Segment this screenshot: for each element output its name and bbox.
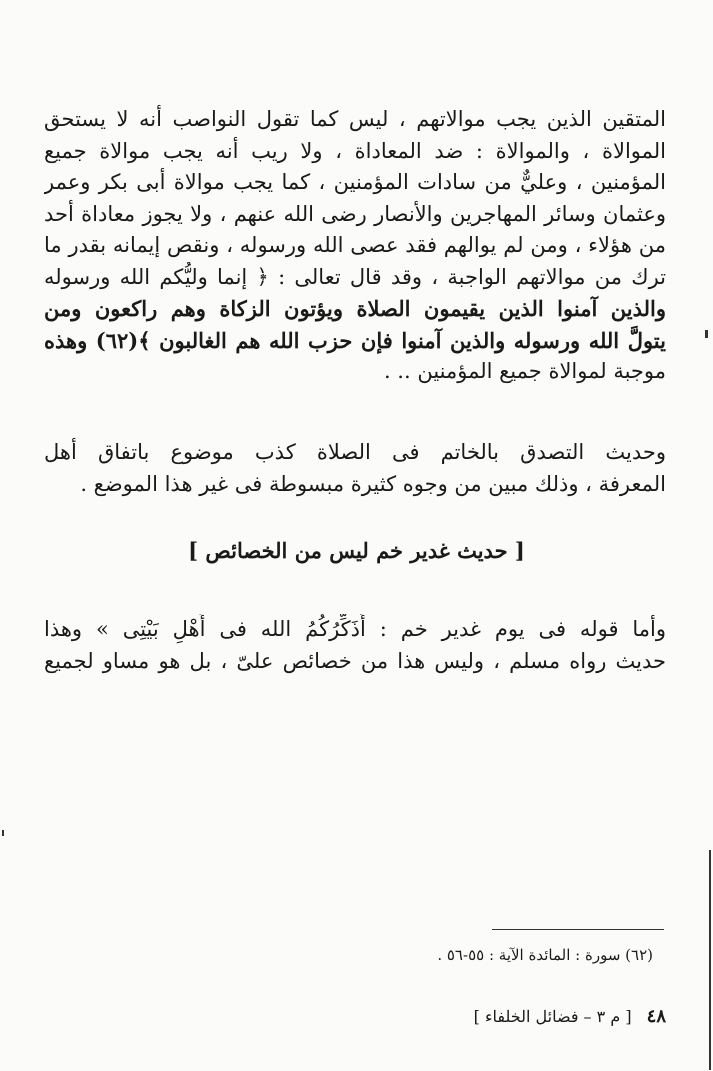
section-heading: [ حديث غدير خم ليس من الخصائص ] (188, 538, 525, 563)
text-line: وأما قوله فى يوم غدير خم : أُذَكِّرُكُمُ الله فى أَهْلِ بَيْتِى » وهذا (44, 617, 666, 641)
text-line: من هؤلاء ، ومن لم يوالهم فقد عصى الله ورسوله ، ونقص إيمانه بقدر ما (44, 233, 666, 257)
text-line: ترك من موالاتهم الواجبة ، وقد قال تعالى : ﴿ إنما وليُّكم الله ورسوله (44, 264, 666, 289)
scan-artifact (2, 830, 4, 836)
quran-verse-line: والذين آمنوا الذين يقيمون الصلاة ويؤتون الزكاة وهم راكعون ومن (44, 296, 666, 321)
page-footer (266, 1006, 666, 1027)
text-line: حديث رواه مسلم ، وليس هذا من خصائص علىّ ، بل هو مساو لجميع (44, 648, 666, 673)
paragraph-3 (44, 614, 666, 677)
paragraph-1 (44, 104, 666, 388)
scan-artifact (705, 330, 708, 338)
quran-verse-line: يتولَّ الله ورسوله والذين آمنوا فإن حزب الله هم الغالبون ﴾(٦٢) وهذه (44, 327, 666, 353)
text-line: المعرفة ، وذلك مبين من وجوه كثيرة مبسوطة فى غير هذا الموضع . (80, 471, 666, 496)
text-line: موجبة لموالاة جميع المؤمنين .. . (383, 359, 666, 383)
paragraph-2 (44, 437, 666, 500)
text-line: المؤمنين ، وعليٌّ من سادات المؤمنين ، كما يجب موالاة أبى بكر وعمر (44, 170, 666, 194)
page-number: ٤٨ (646, 1006, 666, 1027)
scan-artifact (709, 850, 711, 1070)
text-line: وعثمان وسائر المهاجرين والأنصار رضى الله عنهم ، ولا يجوز معاداة أحد (44, 201, 666, 226)
text-line: وحديث التصدق بالخاتم فى الصلاة كذب موضوع باتفاق أهل (44, 440, 666, 464)
footnote: (٦٢) سورة : المائدة الآية : ٥٥-٥٦ . (437, 946, 653, 964)
text-line: الموالاة ، والموالاة : ضد المعاداة ، ولا ريب أنه يجب موالاة جميع (44, 138, 666, 163)
text-line: المتقين الذين يجب موالاتهم ، ليس كما تقول النواصب أنه لا يستحق (44, 107, 666, 131)
footnote-divider (492, 929, 664, 930)
signature-mark: [ م ٣ – فضائل الخلفاء ] (473, 1007, 632, 1026)
